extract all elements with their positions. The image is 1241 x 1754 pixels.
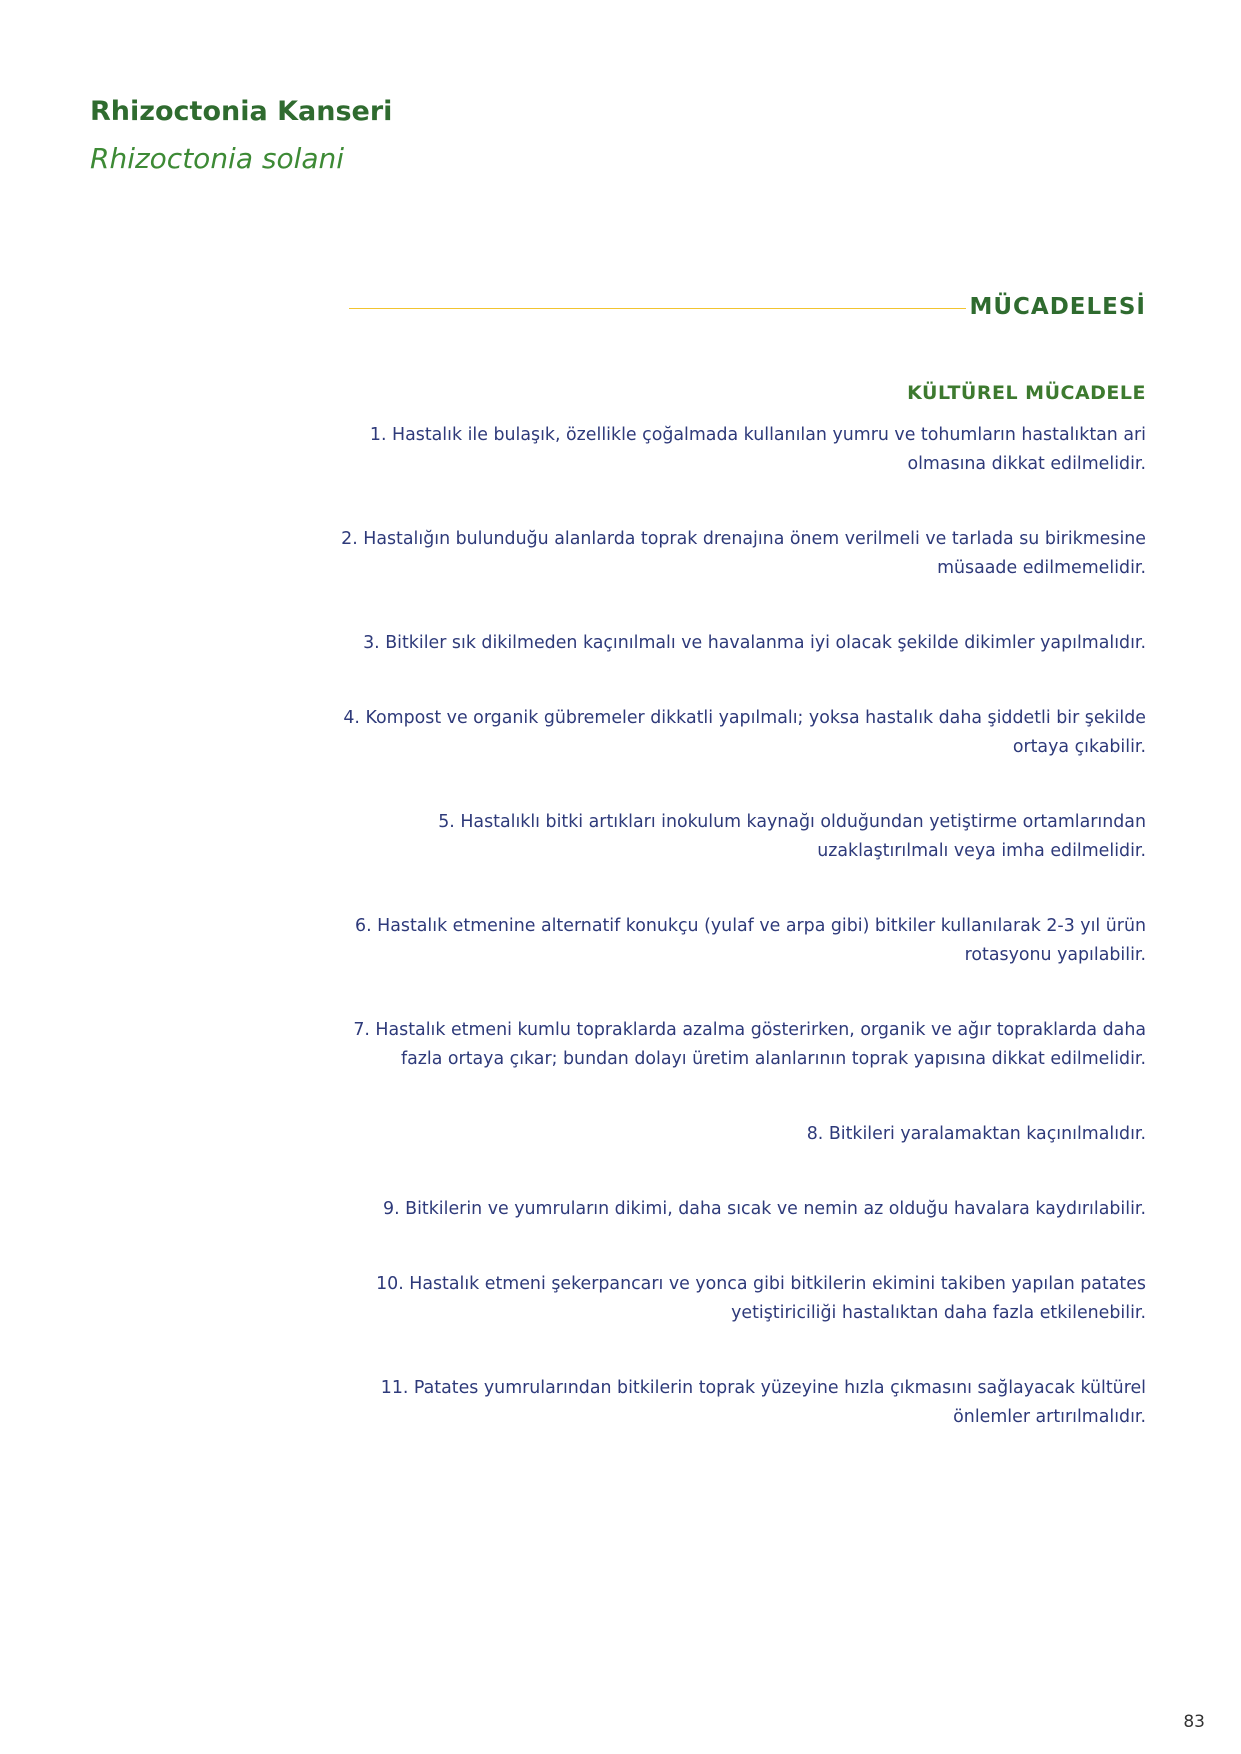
page-title: Rhizoctonia Kanseri	[90, 96, 393, 127]
list-item: 4. Kompost ve organik gübremeler dikkatli yapılmalı; yoksa hastalık daha şiddetli bir şekilde ortaya çıkabilir.	[343, 708, 1146, 757]
section-divider-line	[349, 308, 966, 309]
list-item: 9. Bitkilerin ve yumruların dikimi, daha sıcak ve nemin az olduğu havalara kaydırılabilir.	[383, 1199, 1146, 1219]
section-heading: MÜCADELESİ	[969, 294, 1146, 320]
page-number: 83	[1183, 1712, 1205, 1732]
list-item: 11. Patates yumrularından bitkilerin toprak yüzeyine hızla çıkmasını sağlayacak kültürel önlemler artırılmalıdır.	[380, 1378, 1146, 1427]
species-name: Rhizoctonia solani	[90, 142, 345, 175]
list-item: 6. Hastalık etmenine alternatif konukçu (yulaf ve arpa gibi) bitkiler kullanılarak 2-3 yıl ürün rotasyonu yapılabilir.	[355, 916, 1146, 965]
cultural-control-list	[330, 421, 1146, 1478]
list-item: 5. Hastalıklı bitki artıkları inokulum kaynağı olduğundan yetiştirme ortamlarından uzaklaştırılmalı veya imha edilmelidir.	[438, 812, 1146, 861]
list-item: 1. Hastalık ile bulaşık, özellikle çoğalmada kullanılan yumru ve tohumların hastalıktan ari olmasına dikkat edilmelidir.	[369, 425, 1146, 474]
list-item: 10. Hastalık etmeni şekerpancarı ve yonca gibi bitkilerin ekimini takiben yapılan patates yetiştiriciliği hastalıktan daha fazla etkilenebilir.	[376, 1274, 1146, 1323]
list-item: 3. Bitkiler sık dikilmeden kaçınılmalı ve havalanma iyi olacak şekilde dikimler yapılmalıdır.	[363, 633, 1146, 653]
list-item: 7. Hastalık etmeni kumlu topraklarda azalma gösterirken, organik ve ağır topraklarda daha fazla ortaya çıkar; bundan dolayı üretim alanlarının toprak yapısına dikkat edilmelidir.	[353, 1020, 1146, 1069]
list-item: 2. Hastalığın bulunduğu alanlarda toprak drenajına önem verilmeli ve tarlada su birikmesine müsaade edilmemelidir.	[341, 529, 1146, 578]
list-item: 8. Bitkileri yaralamaktan kaçınılmalıdır.	[806, 1124, 1146, 1144]
subsection-heading: KÜLTÜREL MÜCADELE	[907, 382, 1146, 404]
